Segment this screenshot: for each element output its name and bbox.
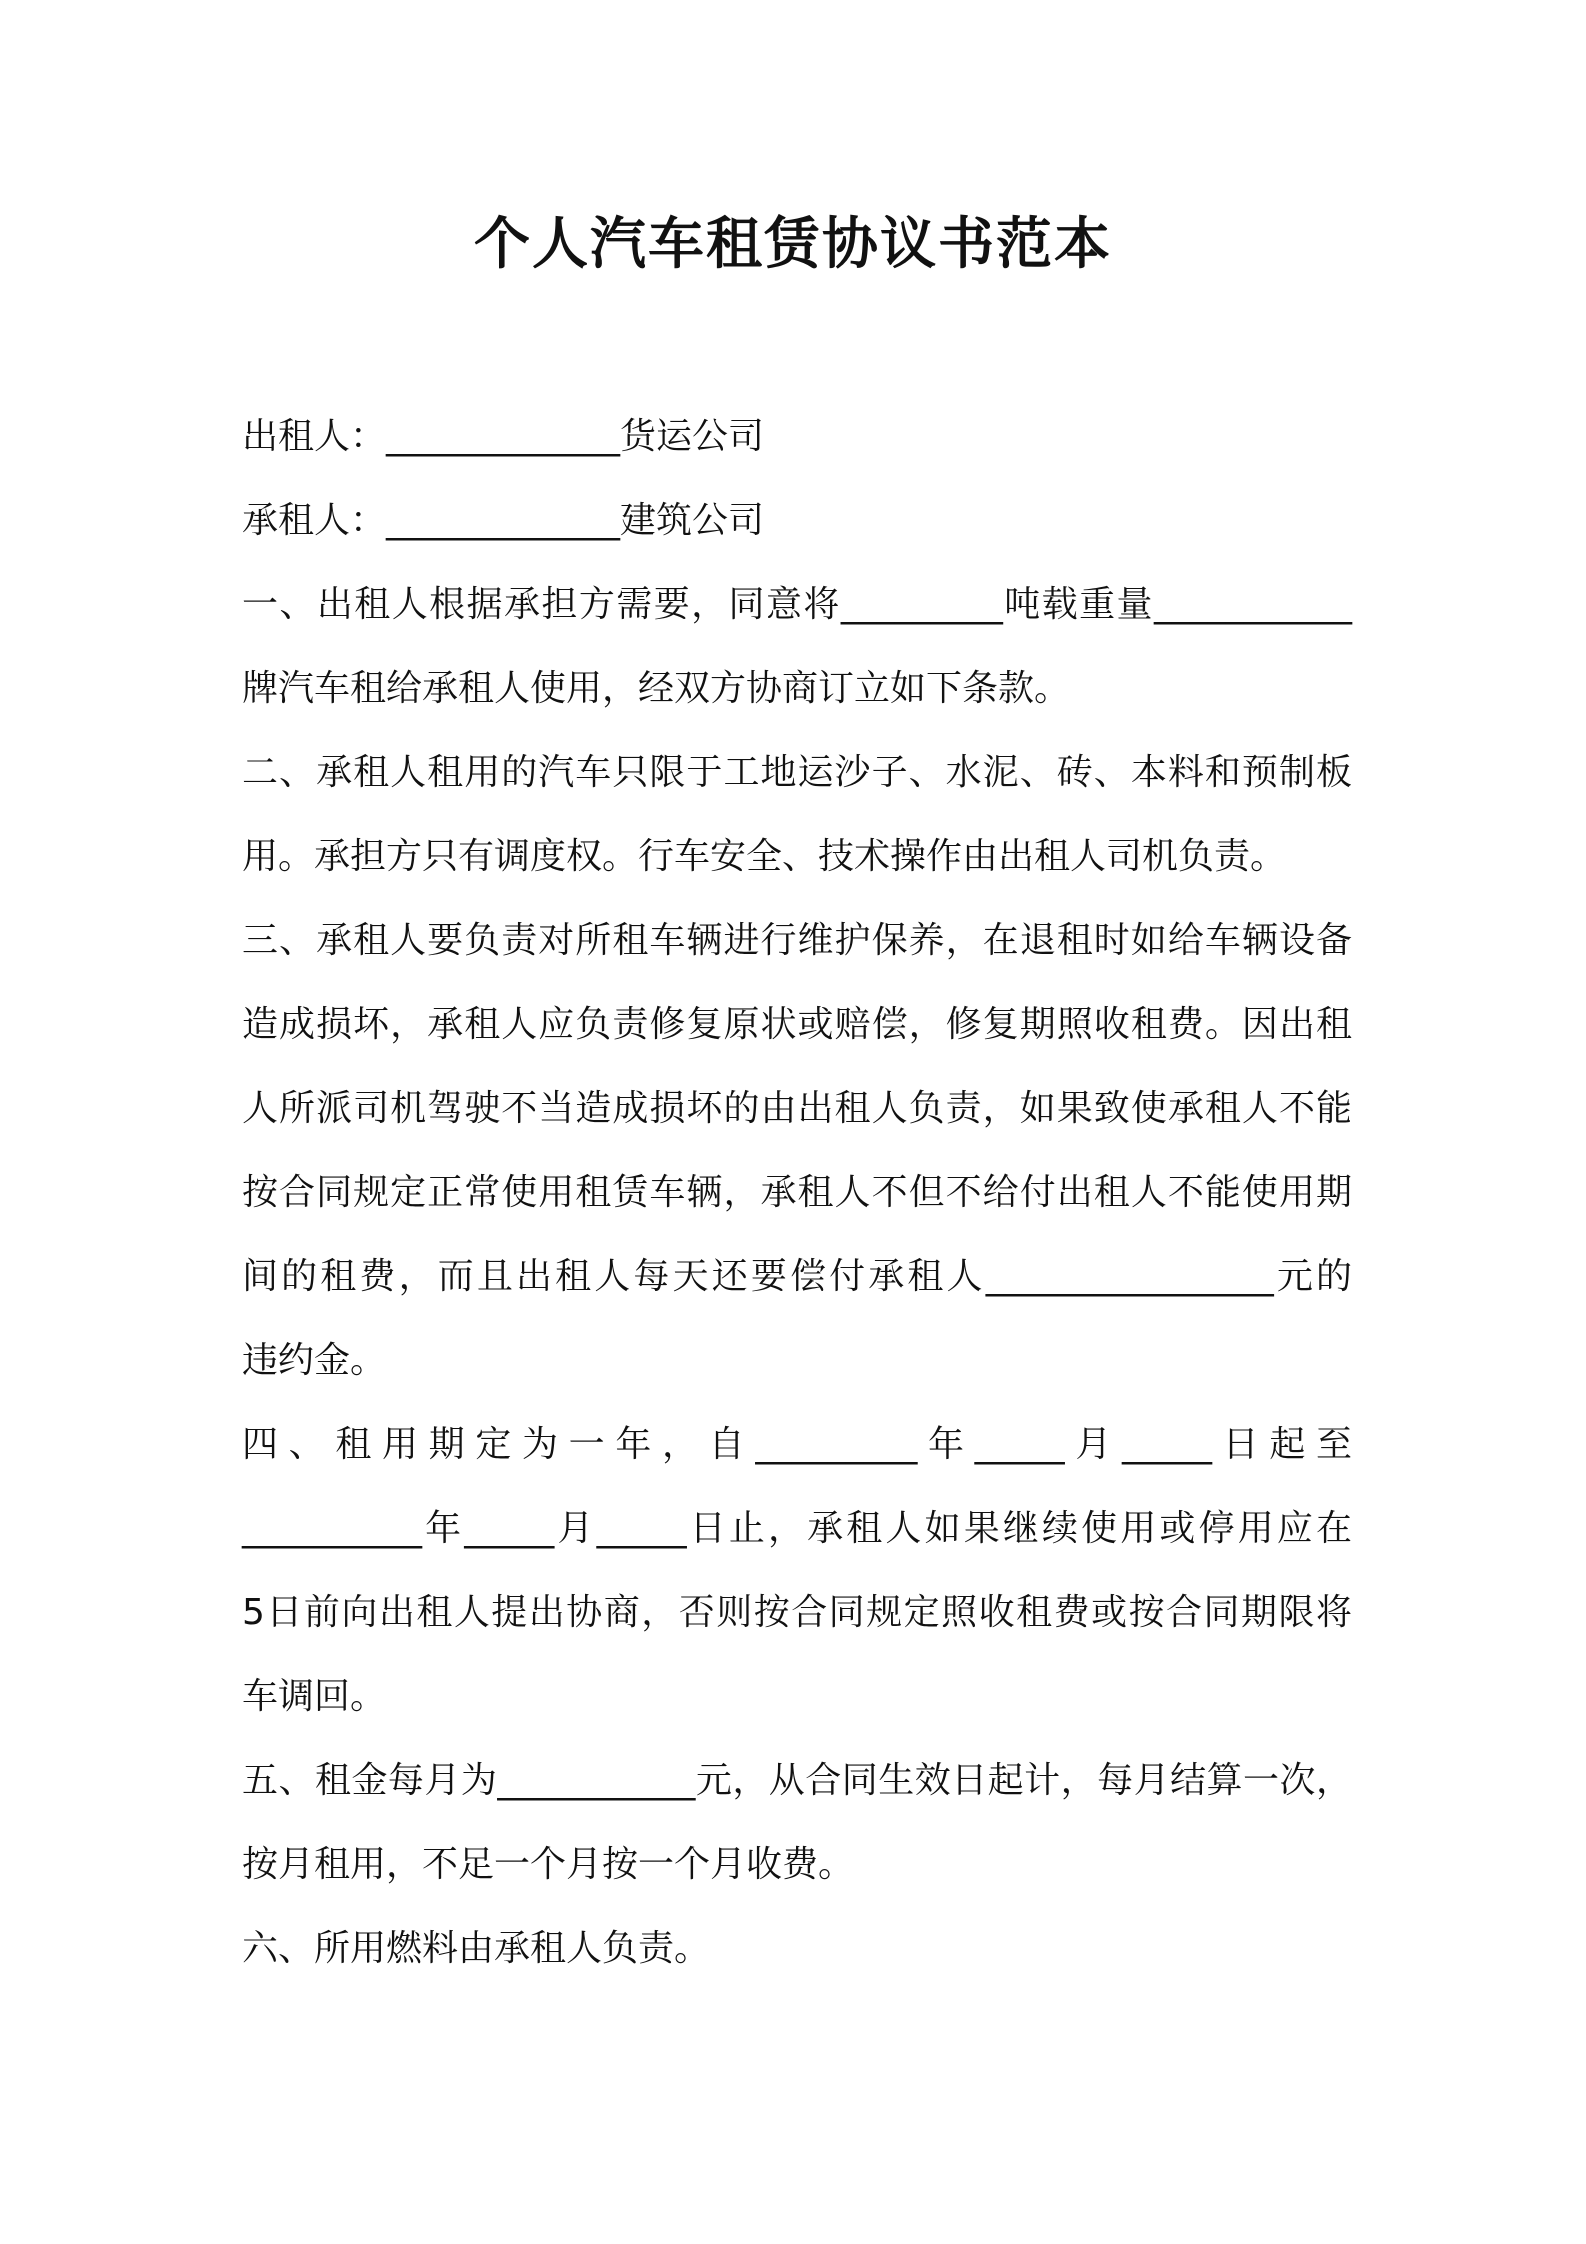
clause-3-line-4: 按合同规定正常使用租赁车辆，承租人不但不给付出租人不能使用期	[242, 1172, 1352, 1213]
document-title: 个人汽车租赁协议书范本	[474, 212, 1112, 277]
clause-3-line-3: 人所派司机驾驶不当造成损坏的由出租人负责，如果致使承租人不能	[242, 1088, 1352, 1129]
lessor-line: 出租人：_____________货运公司	[242, 416, 765, 457]
clause-3-line-2: 造成损坏，承租人应负责修复原状或赔偿，修复期照收租费。因出租	[242, 1004, 1352, 1045]
clause-1-line-1: 一、出租人根据承担方需要，同意将_________吨载重量___________	[242, 584, 1352, 625]
clause-5-line-2: 按月租用，不足一个月按一个月收费。	[242, 1844, 855, 1885]
clause-3-line-5: 间的租费，而且出租人每天还要偿付承租人________________元的	[242, 1256, 1352, 1297]
clause-4-line-4: 车调回。	[242, 1676, 387, 1717]
clause-5-line-1: 五、租金每月为___________元，从合同生效日起计，每月结算一次，	[242, 1760, 1352, 1801]
clause-1-line-2: 牌汽车租给承租人使用，经双方协商订立如下条款。	[242, 668, 1071, 709]
clause-4-line-2: __________年_____月_____日止，承租人如果继续使用或停用应在	[242, 1508, 1352, 1549]
clause-6-line-1: 六、所用燃料由承租人负责。	[242, 1928, 711, 1969]
lessee-line: 承租人：_____________建筑公司	[242, 500, 765, 541]
clause-3-line-1: 三、承租人要负责对所租车辆进行维护保养，在退租时如给车辆设备	[242, 920, 1352, 961]
clause-2-line-1: 二、承租人租用的汽车只限于工地运沙子、水泥、砖、本料和预制板	[242, 752, 1352, 793]
clause-4-line-3: 5日前向出租人提出协商，否则按合同规定照收租费或按合同期限将	[242, 1592, 1352, 1633]
clause-3-line-6: 违约金。	[242, 1340, 387, 1381]
clause-2-line-2: 用。承担方只有调度权。行车安全、技术操作由出租人司机负责。	[242, 836, 1287, 877]
clause-4-line-1: 四、租用期定为一年，自_________年_____月_____日起至	[242, 1424, 1352, 1465]
